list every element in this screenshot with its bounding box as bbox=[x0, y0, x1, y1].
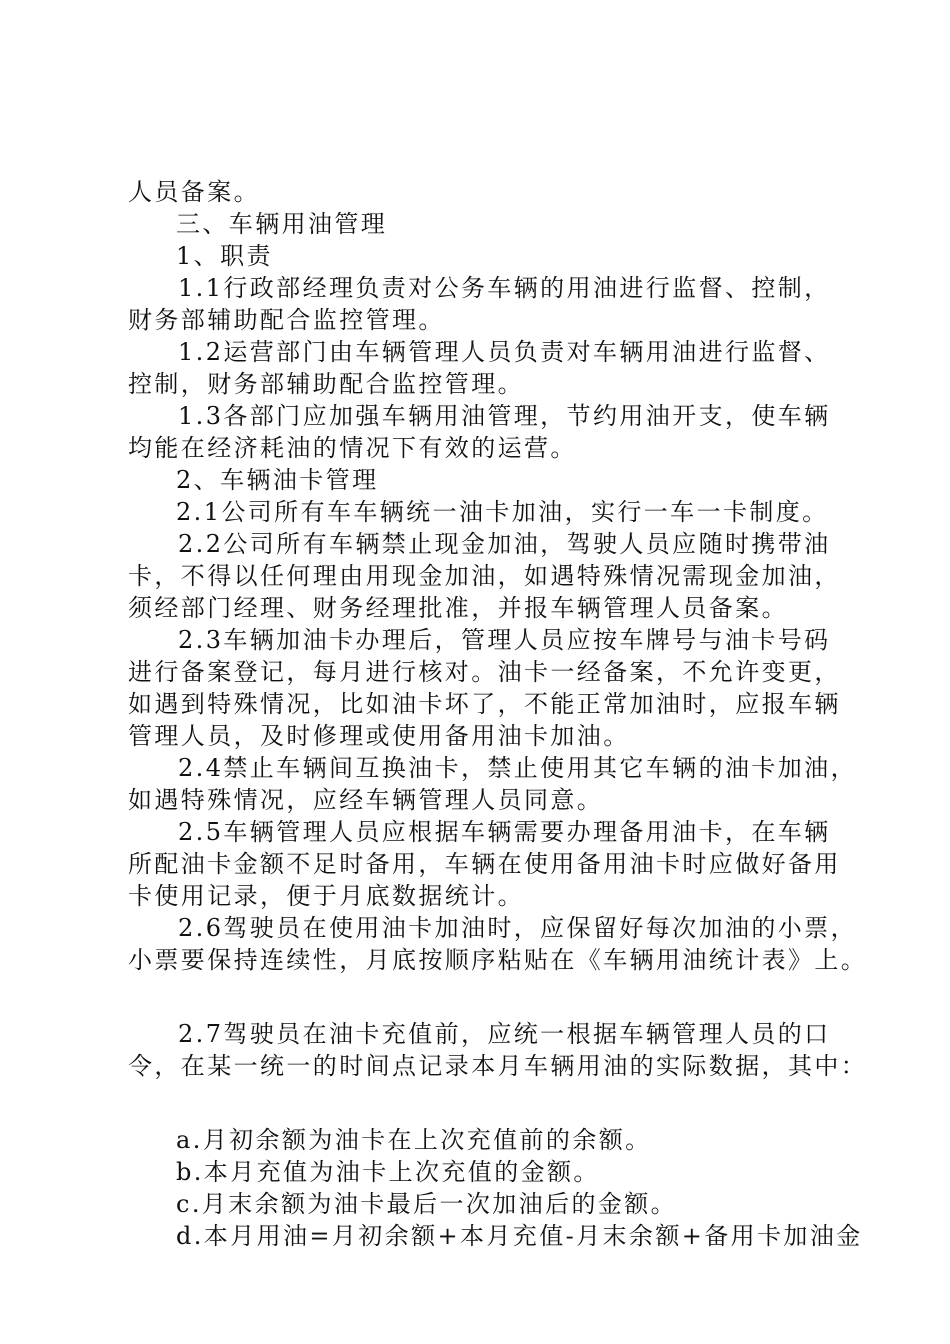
list-item: d.本月用油=月初余额+本月充值-月末余额+备用卡加油金 bbox=[176, 1222, 863, 1250]
text-line: 2.7驾驶员在油卡充值前，应统一根据车辆管理人员的口 bbox=[178, 1020, 831, 1048]
text-line: 卡使用记录，便于月底数据统计。 bbox=[128, 882, 524, 910]
text-line: 2.4禁止车辆间互换油卡，禁止使用其它车辆的油卡加油， bbox=[178, 754, 857, 782]
text-line: 控制，财务部辅助配合监控管理。 bbox=[128, 370, 524, 398]
text-line: 令，在某一统一的时间点记录本月车辆用油的实际数据，其中： bbox=[128, 1052, 868, 1080]
subsection-heading: 2、车辆油卡管理 bbox=[176, 466, 379, 494]
text-line: 1.2运营部门由车辆管理人员负责对车辆用油进行监督、 bbox=[178, 338, 831, 366]
text-line: 进行备案登记，每月进行核对。油卡一经备案，不允许变更， bbox=[128, 658, 841, 686]
text-line: 小票要保持连续性，月底按顺序粘贴在《车辆用油统计表》上。 bbox=[128, 946, 868, 974]
text-line: 2.6驾驶员在使用油卡加油时，应保留好每次加油的小票， bbox=[178, 914, 857, 942]
text-line: 财务部辅助配合监控管理。 bbox=[128, 306, 445, 334]
document-body bbox=[128, 176, 868, 1252]
text-line: 1.1行政部经理负责对公务车辆的用油进行监督、控制， bbox=[178, 274, 831, 302]
list-item: a.月初余额为油卡在上次充值前的余额。 bbox=[176, 1126, 652, 1154]
text-line: 人员备案。 bbox=[128, 178, 260, 206]
text-line: 须经部门经理、财务经理批准，并报车辆管理人员备案。 bbox=[128, 594, 788, 622]
text-line: 如遇到特殊情况，比如油卡坏了，不能正常加油时，应报车辆 bbox=[128, 690, 841, 718]
text-line: 1.3各部门应加强车辆用油管理，节约用油开支，使车辆 bbox=[178, 402, 831, 430]
paragraph-gap bbox=[128, 1082, 850, 1124]
text-line: 管理人员，及时修理或使用备用油卡加油。 bbox=[128, 722, 630, 750]
section-heading: 三、车辆用油管理 bbox=[176, 210, 388, 238]
paragraph-gap bbox=[128, 976, 850, 1018]
text-line: 如遇特殊情况，应经车辆管理人员同意。 bbox=[128, 786, 604, 814]
list-item: b.本月充值为油卡上次充值的金额。 bbox=[176, 1158, 600, 1186]
list-item: c.月末余额为油卡最后一次加油后的金额。 bbox=[176, 1190, 678, 1218]
text-line: 所配油卡金额不足时备用，车辆在使用备用油卡时应做好备用 bbox=[128, 850, 841, 878]
text-line: 2.1公司所有车车辆统一油卡加油，实行一车一卡制度。 bbox=[176, 498, 829, 526]
text-line: 2.3车辆加油卡办理后，管理人员应按车牌号与油卡号码 bbox=[178, 626, 831, 654]
text-line: 2.5车辆管理人员应根据车辆需要办理备用油卡，在车辆 bbox=[178, 818, 831, 846]
subsection-heading: 1、职责 bbox=[176, 242, 273, 270]
text-line: 卡，不得以任何理由用现金加油，如遇特殊情况需现金加油， bbox=[128, 562, 841, 590]
text-line: 均能在经济耗油的情况下有效的运营。 bbox=[128, 434, 577, 462]
text-line: 2.2公司所有车辆禁止现金加油，驾驶人员应随时携带油 bbox=[178, 530, 831, 558]
